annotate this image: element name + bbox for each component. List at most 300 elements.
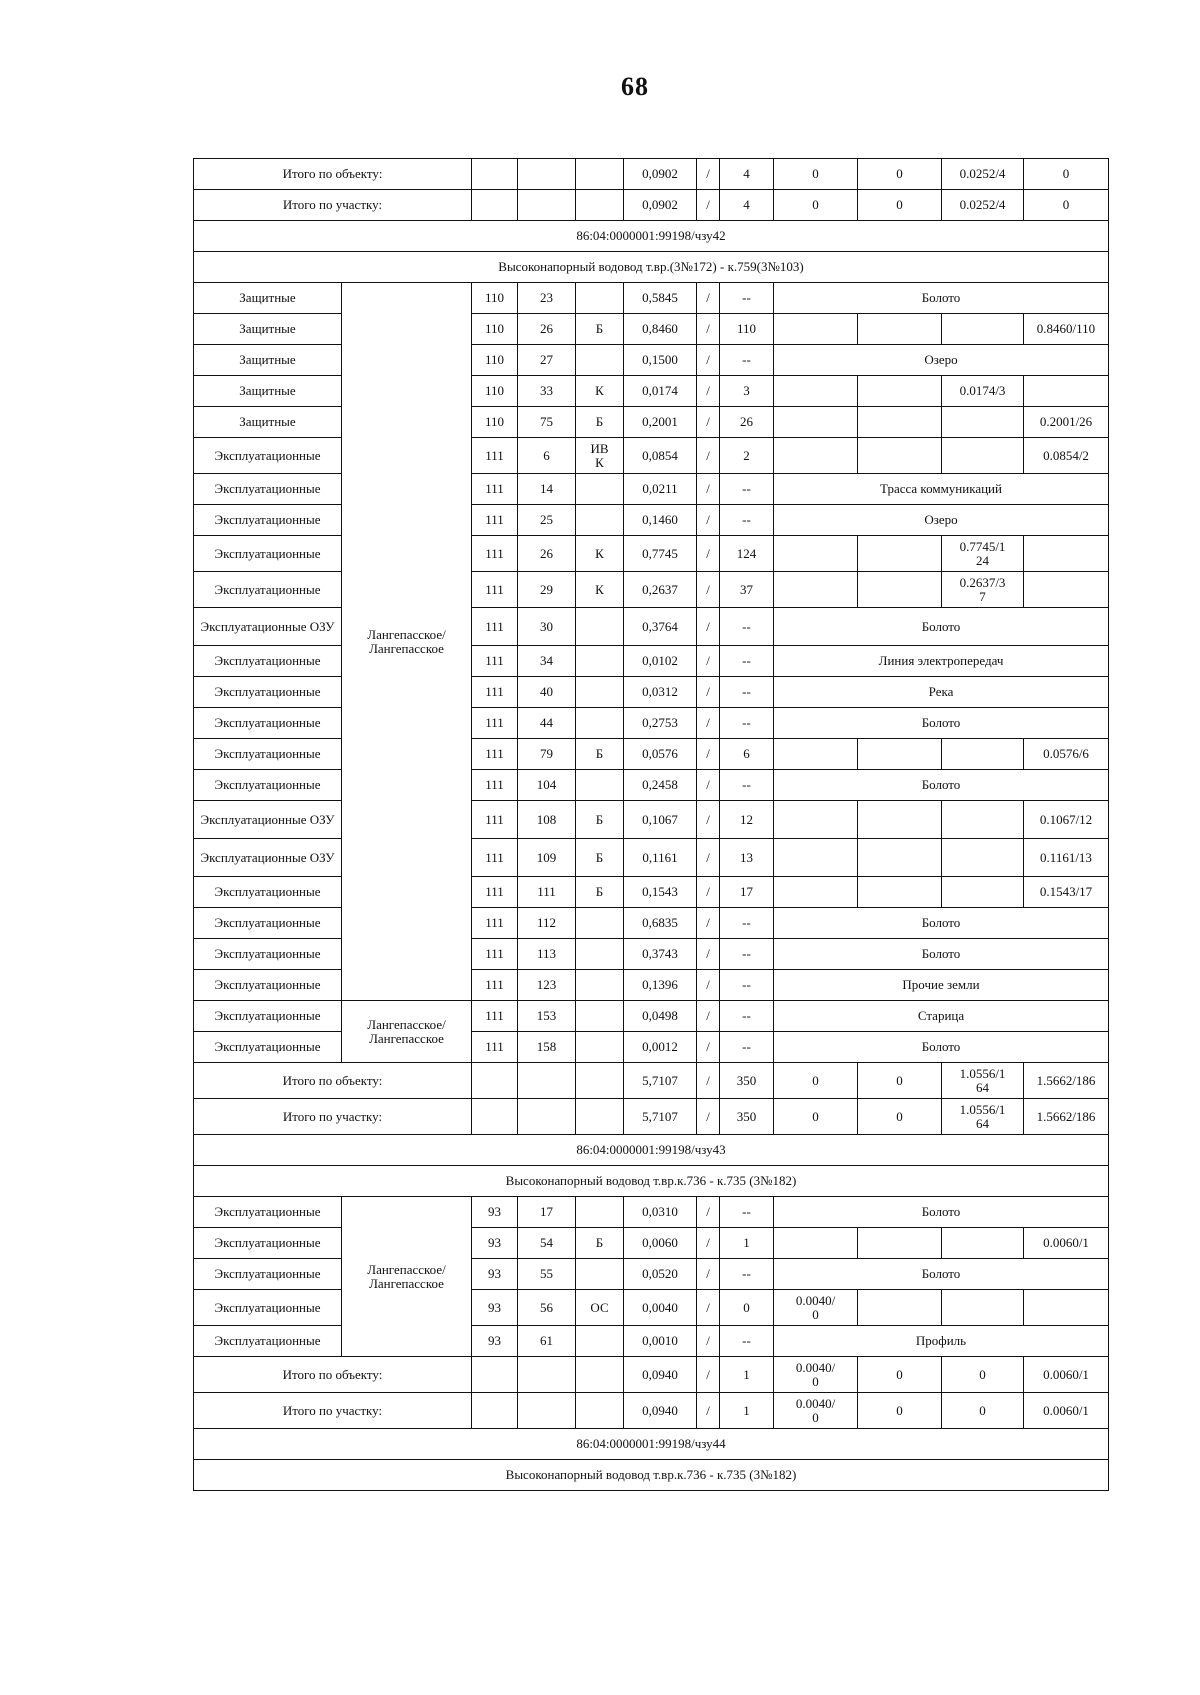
col-4 bbox=[1024, 1290, 1109, 1326]
table-row bbox=[194, 314, 1109, 345]
quarter-number: 111 bbox=[472, 939, 518, 970]
count-value: -- bbox=[720, 345, 774, 376]
col-3 bbox=[942, 1228, 1024, 1259]
quarter-number: 111 bbox=[472, 505, 518, 536]
subplot-code bbox=[576, 1197, 624, 1228]
col-1 bbox=[774, 376, 858, 407]
total-plot bbox=[518, 1063, 576, 1099]
table-row bbox=[194, 572, 1109, 608]
total-subplot bbox=[576, 190, 624, 221]
total-col-1: 0 bbox=[774, 1063, 858, 1099]
count-value: 37 bbox=[720, 572, 774, 608]
count-value: -- bbox=[720, 1001, 774, 1032]
subplot-code bbox=[576, 646, 624, 677]
count-value: -- bbox=[720, 708, 774, 739]
land-category: Эксплуатационные bbox=[194, 438, 342, 474]
col-1 bbox=[774, 739, 858, 770]
total-col-3: 1.0556/1 64 bbox=[942, 1099, 1024, 1135]
area-value: 0,2753 bbox=[624, 708, 697, 739]
total-row bbox=[194, 159, 1109, 190]
land-note: Трасса коммуникаций bbox=[774, 474, 1109, 505]
cadastral-number: 86:04:0000001:99198/чзу44 bbox=[194, 1429, 1109, 1460]
area-value: 0,0211 bbox=[624, 474, 697, 505]
total-row bbox=[194, 1063, 1109, 1099]
cadastral-row bbox=[194, 1429, 1109, 1460]
page-number: 68 bbox=[621, 72, 649, 101]
total-area: 0,0902 bbox=[624, 190, 697, 221]
land-category: Защитные bbox=[194, 376, 342, 407]
count-value: -- bbox=[720, 677, 774, 708]
slash-sep: / bbox=[697, 474, 720, 505]
total-col-4: 0.0060/1 bbox=[1024, 1393, 1109, 1429]
count-value: 2 bbox=[720, 438, 774, 474]
table-row bbox=[194, 608, 1109, 646]
col-2 bbox=[858, 376, 942, 407]
subplot-code: Б bbox=[576, 839, 624, 877]
count-value: 124 bbox=[720, 536, 774, 572]
plot-number: 44 bbox=[518, 708, 576, 739]
subplot-code: ИВ К bbox=[576, 438, 624, 474]
total-subplot bbox=[576, 1063, 624, 1099]
area-value: 0,0312 bbox=[624, 677, 697, 708]
col-4: 0.8460/110 bbox=[1024, 314, 1109, 345]
slash-sep: / bbox=[697, 190, 720, 221]
total-subplot bbox=[576, 1357, 624, 1393]
total-plot bbox=[518, 1099, 576, 1135]
slash-sep: / bbox=[697, 1259, 720, 1290]
col-3 bbox=[942, 739, 1024, 770]
total-plot bbox=[518, 1393, 576, 1429]
col-1 bbox=[774, 572, 858, 608]
quarter-number: 111 bbox=[472, 438, 518, 474]
col-1 bbox=[774, 536, 858, 572]
quarter-number: 111 bbox=[472, 877, 518, 908]
total-col-3: 0 bbox=[942, 1357, 1024, 1393]
col-3 bbox=[942, 314, 1024, 345]
slash-sep: / bbox=[697, 908, 720, 939]
land-note: Болото bbox=[774, 283, 1109, 314]
col-3: 0.2637/3 7 bbox=[942, 572, 1024, 608]
slash-sep: / bbox=[697, 536, 720, 572]
quarter-number: 93 bbox=[472, 1228, 518, 1259]
quarter-number: 111 bbox=[472, 1001, 518, 1032]
slash-sep: / bbox=[697, 1032, 720, 1063]
plot-number: 55 bbox=[518, 1259, 576, 1290]
land-category: Эксплуатационные ОЗУ bbox=[194, 839, 342, 877]
col-1 bbox=[774, 407, 858, 438]
total-col-4: 0 bbox=[1024, 190, 1109, 221]
quarter-number: 110 bbox=[472, 407, 518, 438]
total-area: 5,7107 bbox=[624, 1063, 697, 1099]
quarter-number: 93 bbox=[472, 1326, 518, 1357]
quarter-number: 111 bbox=[472, 1032, 518, 1063]
subplot-code: Б bbox=[576, 407, 624, 438]
area-value: 0,0102 bbox=[624, 646, 697, 677]
table-row bbox=[194, 770, 1109, 801]
slash-sep: / bbox=[697, 159, 720, 190]
col-2 bbox=[858, 536, 942, 572]
count-value: -- bbox=[720, 1197, 774, 1228]
subplot-code: К bbox=[576, 376, 624, 407]
col-4: 0.0576/6 bbox=[1024, 739, 1109, 770]
land-category: Эксплуатационные bbox=[194, 505, 342, 536]
slash-sep: / bbox=[697, 1228, 720, 1259]
total-area: 5,7107 bbox=[624, 1099, 697, 1135]
subplot-code bbox=[576, 1032, 624, 1063]
table-row bbox=[194, 839, 1109, 877]
plot-number: 26 bbox=[518, 314, 576, 345]
plot-number: 34 bbox=[518, 646, 576, 677]
land-note: Болото bbox=[774, 770, 1109, 801]
col-4 bbox=[1024, 572, 1109, 608]
slash-sep: / bbox=[697, 1001, 720, 1032]
plot-number: 153 bbox=[518, 1001, 576, 1032]
subplot-code bbox=[576, 1259, 624, 1290]
total-plot bbox=[518, 190, 576, 221]
area-value: 0,0520 bbox=[624, 1259, 697, 1290]
count-value: 17 bbox=[720, 877, 774, 908]
table-row bbox=[194, 438, 1109, 474]
quarter-number: 111 bbox=[472, 608, 518, 646]
plot-number: 6 bbox=[518, 438, 576, 474]
plot-number: 33 bbox=[518, 376, 576, 407]
plot-number: 112 bbox=[518, 908, 576, 939]
slash-sep: / bbox=[697, 801, 720, 839]
table-row bbox=[194, 908, 1109, 939]
total-count: 350 bbox=[720, 1063, 774, 1099]
slash-sep: / bbox=[697, 376, 720, 407]
slash-sep: / bbox=[697, 677, 720, 708]
land-note: Болото bbox=[774, 608, 1109, 646]
land-category: Эксплуатационные bbox=[194, 739, 342, 770]
plot-number: 75 bbox=[518, 407, 576, 438]
subplot-code bbox=[576, 908, 624, 939]
cadastral-row bbox=[194, 221, 1109, 252]
area-value: 0,0010 bbox=[624, 1326, 697, 1357]
land-category: Эксплуатационные bbox=[194, 877, 342, 908]
total-area: 0,0940 bbox=[624, 1357, 697, 1393]
total-count: 4 bbox=[720, 159, 774, 190]
quarter-number: 111 bbox=[472, 572, 518, 608]
slash-sep: / bbox=[697, 708, 720, 739]
region-cell: Лангепасское/ Лангепасское bbox=[342, 1197, 472, 1357]
land-category: Эксплуатационные bbox=[194, 1259, 342, 1290]
plot-number: 26 bbox=[518, 536, 576, 572]
subplot-code bbox=[576, 677, 624, 708]
area-value: 0,1396 bbox=[624, 970, 697, 1001]
subplot-code bbox=[576, 608, 624, 646]
total-count: 1 bbox=[720, 1357, 774, 1393]
total-count: 350 bbox=[720, 1099, 774, 1135]
quarter-number: 111 bbox=[472, 677, 518, 708]
slash-sep: / bbox=[697, 283, 720, 314]
col-4 bbox=[1024, 536, 1109, 572]
total-quarter bbox=[472, 1393, 518, 1429]
table-row bbox=[194, 376, 1109, 407]
land-note: Болото bbox=[774, 708, 1109, 739]
subplot-code bbox=[576, 708, 624, 739]
total-plot bbox=[518, 1357, 576, 1393]
subplot-code bbox=[576, 1326, 624, 1357]
area-value: 0,0174 bbox=[624, 376, 697, 407]
table-row bbox=[194, 970, 1109, 1001]
subplot-code: Б bbox=[576, 739, 624, 770]
count-value: -- bbox=[720, 970, 774, 1001]
slash-sep: / bbox=[697, 1063, 720, 1099]
quarter-number: 93 bbox=[472, 1290, 518, 1326]
land-category: Эксплуатационные bbox=[194, 572, 342, 608]
subplot-code bbox=[576, 474, 624, 505]
slash-sep: / bbox=[697, 505, 720, 536]
slash-sep: / bbox=[697, 1290, 720, 1326]
total-col-2: 0 bbox=[858, 1099, 942, 1135]
area-value: 0,2001 bbox=[624, 407, 697, 438]
quarter-number: 110 bbox=[472, 314, 518, 345]
land-category: Эксплуатационные bbox=[194, 1001, 342, 1032]
total-col-2: 0 bbox=[858, 159, 942, 190]
total-plot bbox=[518, 159, 576, 190]
total-quarter bbox=[472, 1357, 518, 1393]
total-col-3: 0.0252/4 bbox=[942, 190, 1024, 221]
count-value: 1 bbox=[720, 1228, 774, 1259]
col-2 bbox=[858, 801, 942, 839]
total-count: 4 bbox=[720, 190, 774, 221]
table-row bbox=[194, 407, 1109, 438]
slash-sep: / bbox=[697, 1326, 720, 1357]
total-col-4: 0.0060/1 bbox=[1024, 1357, 1109, 1393]
area-value: 0,0060 bbox=[624, 1228, 697, 1259]
count-value: -- bbox=[720, 939, 774, 970]
col-2 bbox=[858, 1228, 942, 1259]
total-quarter bbox=[472, 159, 518, 190]
col-3 bbox=[942, 839, 1024, 877]
table-row bbox=[194, 739, 1109, 770]
land-category: Эксплуатационные bbox=[194, 474, 342, 505]
area-value: 0,0576 bbox=[624, 739, 697, 770]
total-col-1: 0.0040/ 0 bbox=[774, 1357, 858, 1393]
area-value: 0,1500 bbox=[624, 345, 697, 376]
total-label: Итого по объекту: bbox=[194, 1063, 472, 1099]
table-row bbox=[194, 877, 1109, 908]
quarter-number: 111 bbox=[472, 646, 518, 677]
plot-number: 158 bbox=[518, 1032, 576, 1063]
land-category: Эксплуатационные bbox=[194, 1197, 342, 1228]
count-value: -- bbox=[720, 908, 774, 939]
count-value: 26 bbox=[720, 407, 774, 438]
subplot-code: ОС bbox=[576, 1290, 624, 1326]
plot-number: 23 bbox=[518, 283, 576, 314]
col-4: 0.1161/13 bbox=[1024, 839, 1109, 877]
col-4: 0.1067/12 bbox=[1024, 801, 1109, 839]
slash-sep: / bbox=[697, 739, 720, 770]
total-label: Итого по участку: bbox=[194, 1099, 472, 1135]
table-row bbox=[194, 646, 1109, 677]
land-category: Эксплуатационные bbox=[194, 970, 342, 1001]
total-col-1: 0 bbox=[774, 159, 858, 190]
slash-sep: / bbox=[697, 770, 720, 801]
count-value: -- bbox=[720, 283, 774, 314]
slash-sep: / bbox=[697, 345, 720, 376]
table-row bbox=[194, 677, 1109, 708]
plot-number: 27 bbox=[518, 345, 576, 376]
land-note: Старица bbox=[774, 1001, 1109, 1032]
plot-number: 104 bbox=[518, 770, 576, 801]
count-value: -- bbox=[720, 505, 774, 536]
plot-number: 56 bbox=[518, 1290, 576, 1326]
quarter-number: 111 bbox=[472, 801, 518, 839]
object-name: Высоконапорный водовод т.вр.(3№172) - к.759(3№103) bbox=[194, 252, 1109, 283]
slash-sep: / bbox=[697, 438, 720, 474]
quarter-number: 111 bbox=[472, 839, 518, 877]
area-value: 0,1543 bbox=[624, 877, 697, 908]
table-row bbox=[194, 536, 1109, 572]
table-row bbox=[194, 801, 1109, 839]
slash-sep: / bbox=[697, 608, 720, 646]
plot-number: 108 bbox=[518, 801, 576, 839]
col-3 bbox=[942, 801, 1024, 839]
total-col-2: 0 bbox=[858, 1393, 942, 1429]
count-value: 0 bbox=[720, 1290, 774, 1326]
col-4: 0.0854/2 bbox=[1024, 438, 1109, 474]
area-value: 0,2637 bbox=[624, 572, 697, 608]
slash-sep: / bbox=[697, 407, 720, 438]
land-category: Эксплуатационные bbox=[194, 536, 342, 572]
area-value: 0,3743 bbox=[624, 939, 697, 970]
subplot-code bbox=[576, 970, 624, 1001]
land-category: Эксплуатационные bbox=[194, 770, 342, 801]
total-area: 0,0902 bbox=[624, 159, 697, 190]
count-value: -- bbox=[720, 608, 774, 646]
subplot-code: Б bbox=[576, 314, 624, 345]
total-row bbox=[194, 190, 1109, 221]
count-value: 110 bbox=[720, 314, 774, 345]
slash-sep: / bbox=[697, 646, 720, 677]
area-value: 0,6835 bbox=[624, 908, 697, 939]
col-3 bbox=[942, 1290, 1024, 1326]
count-value: -- bbox=[720, 646, 774, 677]
total-quarter bbox=[472, 1099, 518, 1135]
col-1 bbox=[774, 438, 858, 474]
table-row bbox=[194, 1197, 1109, 1228]
quarter-number: 111 bbox=[472, 908, 518, 939]
total-subplot bbox=[576, 1099, 624, 1135]
land-category: Эксплуатационные bbox=[194, 1290, 342, 1326]
table-row bbox=[194, 474, 1109, 505]
subplot-code bbox=[576, 770, 624, 801]
area-value: 0,1460 bbox=[624, 505, 697, 536]
subplot-code: Б bbox=[576, 1228, 624, 1259]
object-name: Высоконапорный водовод т.вр.к.736 - к.735 (3№182) bbox=[194, 1166, 1109, 1197]
table-row bbox=[194, 1290, 1109, 1326]
plot-number: 79 bbox=[518, 739, 576, 770]
plot-number: 123 bbox=[518, 970, 576, 1001]
land-category: Защитные bbox=[194, 407, 342, 438]
total-label: Итого по объекту: bbox=[194, 159, 472, 190]
land-note: Болото bbox=[774, 1032, 1109, 1063]
col-3 bbox=[942, 438, 1024, 474]
area-value: 0,1161 bbox=[624, 839, 697, 877]
land-note: Линия электропередач bbox=[774, 646, 1109, 677]
area-value: 0,7745 bbox=[624, 536, 697, 572]
area-value: 0,1067 bbox=[624, 801, 697, 839]
plot-number: 17 bbox=[518, 1197, 576, 1228]
col-3: 0.7745/1 24 bbox=[942, 536, 1024, 572]
table-row bbox=[194, 345, 1109, 376]
col-3: 0.0174/3 bbox=[942, 376, 1024, 407]
col-2 bbox=[858, 877, 942, 908]
area-value: 0,2458 bbox=[624, 770, 697, 801]
quarter-number: 111 bbox=[472, 474, 518, 505]
land-note: Река bbox=[774, 677, 1109, 708]
land-note: Болото bbox=[774, 908, 1109, 939]
subplot-code bbox=[576, 1001, 624, 1032]
total-col-3: 1.0556/1 64 bbox=[942, 1063, 1024, 1099]
count-value: -- bbox=[720, 1326, 774, 1357]
total-count: 1 bbox=[720, 1393, 774, 1429]
total-area: 0,0940 bbox=[624, 1393, 697, 1429]
land-note: Озеро bbox=[774, 505, 1109, 536]
count-value: 13 bbox=[720, 839, 774, 877]
quarter-number: 111 bbox=[472, 970, 518, 1001]
region-cell: Лангепасское/ Лангепасское bbox=[342, 283, 472, 1001]
object-name: Высоконапорный водовод т.вр.к.736 - к.735 (3№182) bbox=[194, 1460, 1109, 1491]
total-quarter bbox=[472, 190, 518, 221]
land-category: Эксплуатационные bbox=[194, 708, 342, 739]
col-2 bbox=[858, 572, 942, 608]
quarter-number: 111 bbox=[472, 708, 518, 739]
col-1 bbox=[774, 839, 858, 877]
subplot-code bbox=[576, 939, 624, 970]
total-label: Итого по участку: bbox=[194, 1393, 472, 1429]
total-col-2: 0 bbox=[858, 190, 942, 221]
table-row bbox=[194, 708, 1109, 739]
region-cell: Лангепасское/ Лангепасское bbox=[342, 1001, 472, 1063]
total-row bbox=[194, 1357, 1109, 1393]
plot-number: 40 bbox=[518, 677, 576, 708]
plot-number: 25 bbox=[518, 505, 576, 536]
quarter-number: 110 bbox=[472, 345, 518, 376]
table-row bbox=[194, 1032, 1109, 1063]
total-col-3: 0.0252/4 bbox=[942, 159, 1024, 190]
land-category: Эксплуатационные bbox=[194, 1326, 342, 1357]
slash-sep: / bbox=[697, 1197, 720, 1228]
land-category: Эксплуатационные bbox=[194, 646, 342, 677]
object-row bbox=[194, 1460, 1109, 1491]
cadastral-number: 86:04:0000001:99198/чзу42 bbox=[194, 221, 1109, 252]
quarter-number: 110 bbox=[472, 376, 518, 407]
total-subplot bbox=[576, 159, 624, 190]
slash-sep: / bbox=[697, 877, 720, 908]
table-row bbox=[194, 1228, 1109, 1259]
quarter-number: 110 bbox=[472, 283, 518, 314]
table-row bbox=[194, 1001, 1109, 1032]
land-category: Эксплуатационные ОЗУ bbox=[194, 801, 342, 839]
total-label: Итого по объекту: bbox=[194, 1357, 472, 1393]
count-value: -- bbox=[720, 1259, 774, 1290]
land-category: Защитные bbox=[194, 314, 342, 345]
plot-number: 14 bbox=[518, 474, 576, 505]
col-1 bbox=[774, 877, 858, 908]
area-value: 0,0040 bbox=[624, 1290, 697, 1326]
table-row bbox=[194, 1326, 1109, 1357]
total-row bbox=[194, 1099, 1109, 1135]
count-value: -- bbox=[720, 770, 774, 801]
table-row bbox=[194, 283, 1109, 314]
total-col-4: 1.5662/186 bbox=[1024, 1099, 1109, 1135]
col-4: 0.1543/17 bbox=[1024, 877, 1109, 908]
slash-sep: / bbox=[697, 970, 720, 1001]
area-value: 0,0012 bbox=[624, 1032, 697, 1063]
